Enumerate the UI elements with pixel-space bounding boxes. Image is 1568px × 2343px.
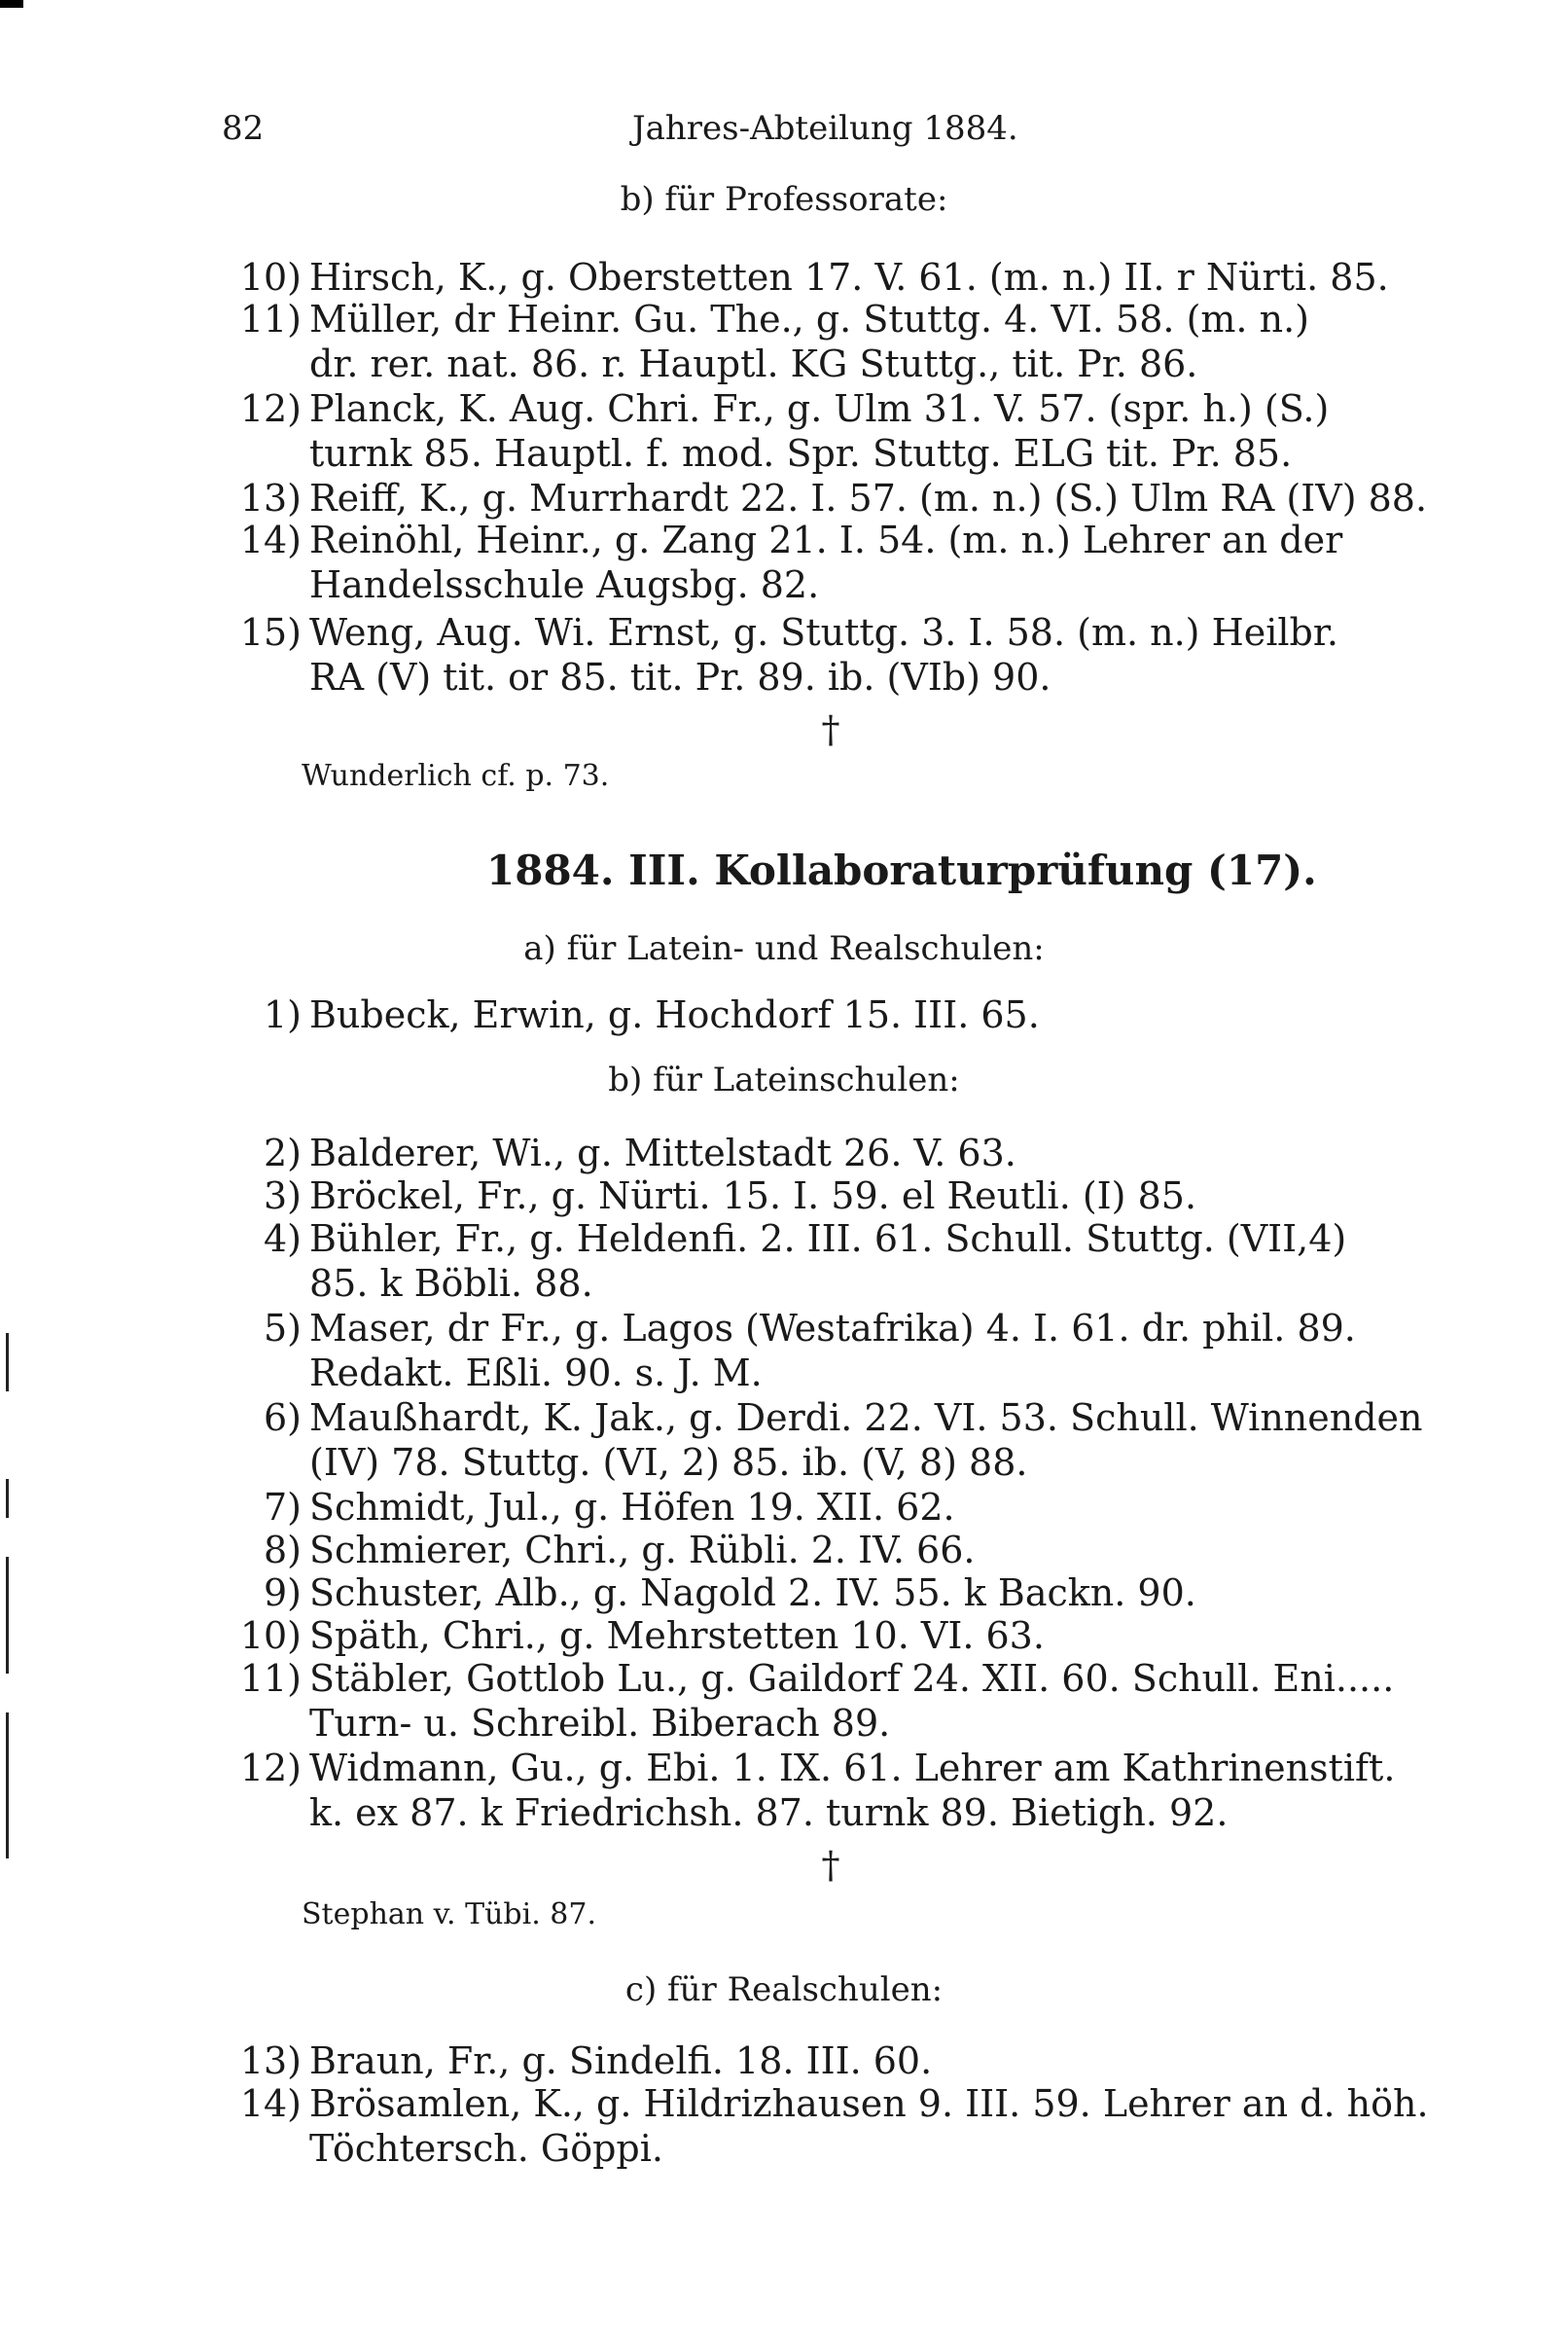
entry-number: 6): [263, 1396, 302, 1439]
entry-number: 4): [263, 1217, 302, 1260]
entry-line: Maußhardt, K. Jak., g. Derdi. 22. VI. 53. Schull. Winnenden: [309, 1396, 1423, 1439]
corner-mark: [0, 0, 23, 8]
entry-line: k. ex 87. k Friedrichsh. 87. turnk 89. Bietigh. 92.: [309, 1791, 1229, 1834]
entry-line: Bubeck, Erwin, g. Hochdorf 15. III. 65.: [309, 993, 1040, 1036]
entry-line: Späth, Chri., g. Mehrstetten 10. VI. 63.: [309, 1614, 1045, 1657]
deceased-note: Stephan v. Tübi. 87.: [302, 1897, 597, 1931]
page-number: 82: [222, 109, 265, 148]
entry-line: Müller, dr Heinr. Gu. The., g. Stuttg. 4. VI. 58. (m. n.): [309, 298, 1309, 341]
subsection-heading: a) für Latein- und Realschulen:: [523, 929, 1045, 968]
entry-number: 2): [263, 1132, 302, 1174]
entry-line: Schuster, Alb., g. Nagold 2. IV. 55. k Backn. 90.: [309, 1571, 1196, 1614]
entry-line: Braun, Fr., g. Sindelfi. 18. III. 60.: [309, 2039, 933, 2082]
entry-number: 1): [263, 993, 302, 1036]
entry-line: Handelsschule Augsbg. 82.: [309, 563, 820, 606]
entry-line: Schmierer, Chri., g. Rübli. 2. IV. 66.: [309, 1529, 976, 1571]
entry-number: 5): [263, 1307, 302, 1350]
entry-line: Bühler, Fr., g. Heldenfi. 2. III. 61. Schull. Stuttg. (VII,4): [309, 1217, 1347, 1260]
entry-number: 7): [263, 1486, 302, 1529]
entry-line: (IV) 78. Stuttg. (VI, 2) 85. ib. (V, 8) 88.: [309, 1441, 1028, 1484]
entry-line: Stäbler, Gottlob Lu., g. Gaildorf 24. XII. 60. Schull. Eni.....: [309, 1657, 1395, 1700]
deceased-note: Wunderlich cf. p. 73.: [302, 759, 610, 793]
entry-line: turnk 85. Hauptl. f. mod. Spr. Stuttg. ELG tit. Pr. 85.: [309, 432, 1293, 475]
entry-number: 10): [239, 1614, 302, 1657]
entry-line: Töchtersch. Göppi.: [309, 2127, 663, 2170]
entry-number: 14): [239, 2082, 302, 2125]
entry-number: 12): [239, 1747, 302, 1789]
entry-number: 3): [263, 1174, 302, 1217]
margin-mark: [6, 1333, 9, 1391]
entry-number: 13): [239, 477, 302, 520]
margin-mark: [6, 1557, 9, 1674]
entry-line: Turn- u. Schreibl. Biberach 89.: [309, 1702, 891, 1745]
entry-number: 15): [239, 611, 302, 654]
entry-line: dr. rer. nat. 86. r. Hauptl. KG Stuttg., tit. Pr. 86.: [309, 342, 1198, 385]
entry-line: Bröckel, Fr., g. Nürti. 15. I. 59. el Reutli. (I) 85.: [309, 1174, 1197, 1217]
dagger-mark: †: [821, 708, 840, 751]
entry-number: 12): [239, 387, 302, 430]
entry-line: 85. k Böbli. 88.: [309, 1262, 593, 1305]
entry-line: Redakt. Eßli. 90. s. J. M.: [309, 1352, 763, 1394]
entry-line: Hirsch, K., g. Oberstetten 17. V. 61. (m. n.) II. r Nürti. 85.: [309, 256, 1389, 299]
entry-line: Reiff, K., g. Murrhardt 22. I. 57. (m. n.) (S.) Ulm RA (IV) 88.: [309, 477, 1428, 520]
entry-line: RA (V) tit. or 85. tit. Pr. 89. ib. (VIb) 90.: [309, 656, 1051, 699]
entry-line: Weng, Aug. Wi. Ernst, g. Stuttg. 3. I. 58. (m. n.) Heilbr.: [309, 611, 1338, 654]
entry-line: Brösamlen, K., g. Hildrizhausen 9. III. 59. Lehrer an d. höh.: [309, 2082, 1429, 2125]
entry-number: 14): [239, 519, 302, 561]
margin-mark: [6, 1479, 9, 1518]
subsection-heading: b) für Professorate:: [620, 180, 948, 219]
entry-number: 10): [239, 256, 302, 299]
entry-line: Widmann, Gu., g. Ebi. 1. IX. 61. Lehrer am Kathrinenstift.: [309, 1747, 1396, 1789]
entry-line: Reinöhl, Heinr., g. Zang 21. I. 54. (m. n.) Lehrer an der: [309, 519, 1343, 561]
entry-line: Balderer, Wi., g. Mittelstadt 26. V. 63.: [309, 1132, 1016, 1174]
margin-mark: [6, 1712, 9, 1858]
subsection-heading: c) für Realschulen:: [624, 1970, 944, 2009]
entry-number: 9): [263, 1571, 302, 1614]
entry-number: 11): [239, 1657, 302, 1700]
dagger-mark: †: [821, 1844, 840, 1887]
running-title: Jahres-Abteilung 1884.: [632, 109, 1018, 148]
entry-line: Maser, dr Fr., g. Lagos (Westafrika) 4. I. 61. dr. phil. 89.: [309, 1307, 1356, 1350]
entry-line: Schmidt, Jul., g. Höfen 19. XII. 62.: [309, 1486, 955, 1529]
subsection-heading: b) für Lateinschulen:: [608, 1061, 960, 1099]
entry-number: 11): [239, 298, 302, 341]
entry-number: 8): [263, 1529, 302, 1571]
entry-number: 13): [239, 2039, 302, 2082]
section-title: 1884. III. Kollaboraturprüfung (17).: [486, 847, 1317, 894]
entry-line: Planck, K. Aug. Chri. Fr., g. Ulm 31. V. 57. (spr. h.) (S.): [309, 387, 1330, 430]
